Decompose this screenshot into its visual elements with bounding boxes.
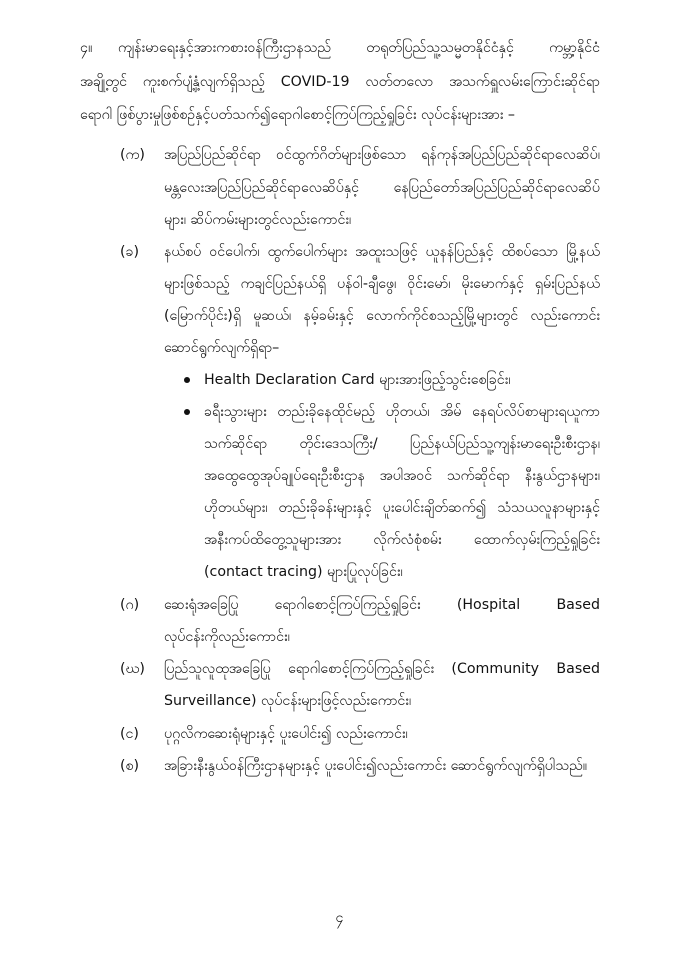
- bullet-2-line-4: ဟိုတယ်များ၊ တည်းခိုခန်းများနှင့် ပူးပေါင်းချိတ်ဆက်၍ သံသယလူနာများနှင့်: [204, 500, 600, 516]
- item-kha-line-2: များဖြစ်သည့် ကချင်ပြည်နယ်ရှိ ပန်ဝါ-ချီဖွေ၊ ဝိုင်းမော်၊ မိုးမောက်နှင့် ရှမ်းပြည်နယ်: [164, 276, 600, 292]
- item-ga-line-2: လုပ်ငန်းကိုလည်းကောင်း၊: [164, 629, 290, 645]
- item-ka-line-1: အပြည်ပြည်ဆိုင်ရာ ဝင်ထွက်ဂိတ်များဖြစ်သော ရန်ကုန်အပြည်ပြည်ဆိုင်ရာလေဆိပ်၊: [164, 147, 600, 163]
- intro-line-3: ရောဂါ ဖြစ်ပွားမှုဖြစ်စဉ်နှင့်ပတ်သက်၍ရောဂါစောင့်ကြပ်ကြည့်ရှုခြင်း လုပ်ငန်းများအား –: [80, 107, 516, 123]
- item-ka-line-3: များ၊ ဆိပ်ကမ်းများတွင်လည်းကောင်း၊: [164, 212, 352, 228]
- item-marker-gha: (ဃ): [120, 661, 145, 677]
- item-marker-nga: (င): [120, 726, 139, 742]
- bullet-1-line-1: Health Declaration Card များအားဖြည့်သွင်းစေခြင်း၊: [204, 372, 511, 388]
- item-kha-line-4: ဆောင်ရွက်လျက်ရှိရာ–: [164, 340, 280, 356]
- intro-line-1: ကျန်းမာရေးနှင့်အားကစားဝန်ကြီးဌာနသည် တရုတ်ပြည်သူ့သမ္မတနိုင်ငံနှင့် ကမ္ဘာ့နိုင်ငံ: [118, 40, 600, 56]
- bullet-2-line-2: သက်ဆိုင်ရာ တိုင်းဒေသကြီး/ ပြည်နယ်ပြည်သူ့ကျန်းမာရေးဦးစီးဌာန၊: [204, 436, 600, 452]
- page-number: ၄: [335, 910, 344, 926]
- item-ka-line-2: မန္တလေးအပြည်ပြည်ဆိုင်ရာလေဆိပ်နှင့် နေပြည်တော်အပြည်ပြည်ဆိုင်ရာလေဆိပ်: [164, 180, 600, 196]
- item-gha-line-1: ပြည်သူလူထုအခြေပြု ရောဂါစောင့်ကြပ်ကြည့်ရှုခြင်း (Community Based: [164, 661, 600, 677]
- item-marker-kha: (ခ): [120, 244, 140, 260]
- item-sa-line-1: အခြားနီးနွယ်ဝန်ကြီးဌာနများနှင့် ပူးပေါင်း၍လည်းကောင်း ဆောင်ရွက်လျက်ရှိပါသည်။: [164, 758, 588, 774]
- bullet-2-line-5: အနီးကပ်ထိတွေ့သူများအား လိုက်လံစုံစမ်း ထောက်လှမ်းကြည့်ရှုခြင်း: [204, 532, 600, 548]
- item-nga-line-1: ပုဂ္ဂလိကဆေးရုံများနှင့် ပူးပေါင်း၍ လည်းကောင်း၊: [164, 726, 408, 742]
- item-kha-line-1: နယ်စပ် ဝင်ပေါက်၊ ထွက်ပေါက်များ အထူးသဖြင့် ယူနန်ပြည်နှင့် ထိစပ်သော မြို့နယ်: [164, 244, 600, 260]
- item-gha-line-2: Surveillance) လုပ်ငန်းများဖြင့်လည်းကောင်း၊: [164, 693, 412, 709]
- item-marker-sa: (စ): [120, 758, 140, 774]
- item-marker-ka: (က): [120, 147, 145, 163]
- bullet-2-line-1: ခရီးသွားများ တည်းခိုနေထိုင်မည့် ဟိုတယ်၊ အိမ် နေရပ်လိပ်စာများရယူကာ: [204, 404, 600, 420]
- item-kha-line-3: (မြောက်ပိုင်း)ရှိ မူဆယ်၊ နမ့်ခမ်းနှင့် လောက်ကိုင်စသည့်မြို့များတွင် လည်းကောင်း: [164, 308, 600, 324]
- section-number: ၄။: [80, 40, 93, 56]
- bullet-2-line-3: အထွေထွေအုပ်ချုပ်ရေးဦးစီးဌာန အပါအဝင် သက်ဆိုင်ရာ နီးနွယ်ဌာနများ၊: [204, 468, 600, 484]
- item-ga-line-1: ဆေးရုံအခြေပြု ရောဂါစောင့်ကြပ်ကြည့်ရှုခြင်း (Hospital Based: [164, 597, 600, 613]
- intro-line-2: အချို့တွင် ကူးစက်ပျံ့နှံ့လျက်ရှိသည့် COVID-19 လတ်တလော အသက်ရှူလမ်းကြောင်းဆိုင်ရာ: [80, 74, 600, 90]
- bullet-dot-1: [184, 377, 190, 383]
- bullet-dot-2: [184, 409, 190, 415]
- item-marker-ga: (ဂ): [120, 597, 140, 613]
- bullet-2-line-6: (contact tracing) များပြုလုပ်ခြင်း၊: [204, 564, 403, 580]
